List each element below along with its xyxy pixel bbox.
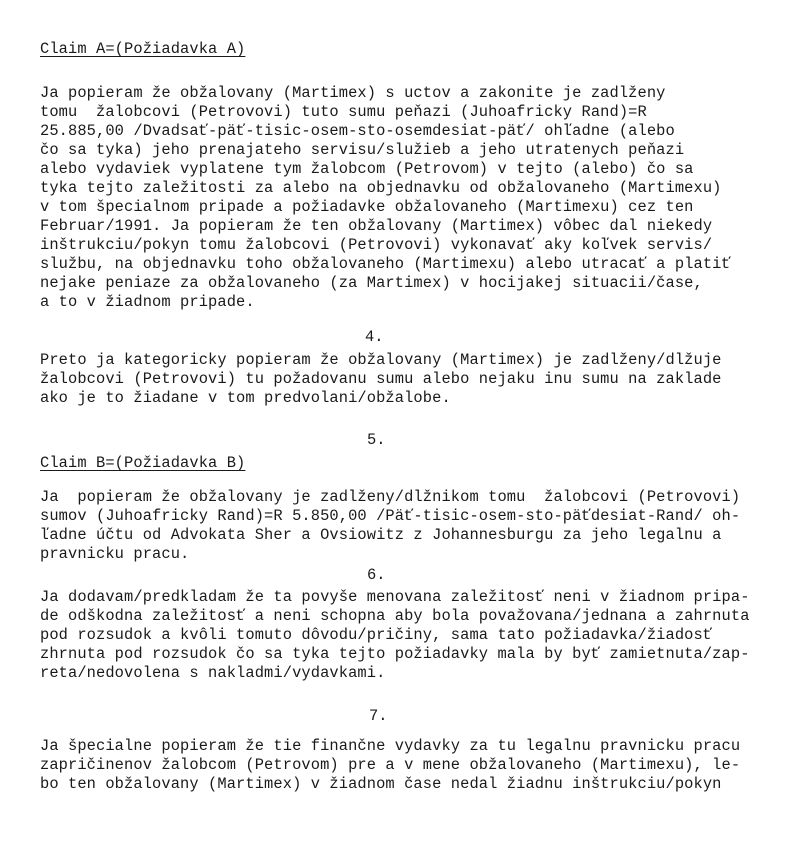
claim-a-line: tyka tejto zaležitosti za alebo na objednavku od obžalovaneho (Martimexu) bbox=[40, 179, 722, 197]
section-5-line: sumov (Juhoafricky Rand)=R 5.850,00 /Päť-tisic-osem-sto-päťdesiat-Rand/ oh- bbox=[40, 507, 741, 525]
claim-a-line: v tom špecialnom pripade a požiadavke obžalovaneho (Martimexu) cez ten bbox=[40, 198, 694, 216]
section-5-line: ľadne účtu od Advokata Sher a Ovsiowitz z Johannesburgu za jeho legalnu a bbox=[40, 526, 722, 544]
section-4-line: žalobcovi (Petrovovi) tu požadovanu sumu alebo nejaku inu sumu na zaklade bbox=[40, 370, 722, 388]
claim-a-line: alebo vydaviek vyplatene tym žalobcom (Petrovom) v tejto (alebo) čo sa bbox=[40, 160, 694, 178]
claim-b-heading: Claim B=(Požiadavka B) bbox=[40, 454, 246, 472]
section-number-6: 6. bbox=[367, 566, 386, 584]
claim-a-line: a to v žiadnom pripade. bbox=[40, 293, 255, 311]
section-7-line: bo ten obžalovany (Martimex) v žiadnom čase nedal žiadnu inštrukciu/pokyn bbox=[40, 775, 722, 793]
section-5-line: Ja popieram že obžalovany je zadlženy/dlžnikom tomu žalobcovi (Petrovovi) bbox=[40, 488, 741, 506]
section-6-line: reta/nedovolena s nakladmi/vydavkami. bbox=[40, 664, 386, 682]
section-7-line: zapričinenov žalobcom (Petrovom) pre a v mene obžalovaneho (Martimexu), le- bbox=[40, 756, 741, 774]
section-5-line: pravnicku pracu. bbox=[40, 545, 190, 563]
section-7-line: Ja špecialne popieram že tie finančne vydavky za tu legalnu pravnicku pracu bbox=[40, 737, 741, 755]
claim-a-line: čo sa tyka) jeho prenajateho servisu/služieb a jeho utratenych peňazi bbox=[40, 141, 685, 159]
claim-a-line: inštrukciu/pokyn tomu žalobcovi (Petrovovi) vykonavať aky koľvek servis/ bbox=[40, 236, 713, 254]
claim-a-line: tomu žalobcovi (Petrovovi) tuto sumu peňazi (Juhoafricky Rand)=R bbox=[40, 103, 647, 121]
section-number-7: 7. bbox=[369, 707, 388, 725]
section-6-line: Ja dodavam/predkladam že ta povyše menovana zaležitosť neni v žiadnom pripa- bbox=[40, 588, 750, 606]
claim-a-line: 25.885,00 /Dvadsať-päť-tisic-osem-sto-osemdesiat-päť/ ohľadne (alebo bbox=[40, 122, 675, 140]
claim-a-heading: Claim A=(Požiadavka A) bbox=[40, 40, 246, 58]
section-4-line: ako je to žiadane v tom predvolani/obžalobe. bbox=[40, 389, 451, 407]
section-number-5: 5. bbox=[367, 431, 386, 449]
section-4-line: Preto ja kategoricky popieram že obžalovany (Martimex) je zadlženy/dlžuje bbox=[40, 351, 722, 369]
claim-a-line: službu, na objednavku toho obžalovaneho (Martimexu) alebo utracať a platiť bbox=[40, 255, 731, 273]
claim-a-line: nejake peniaze za obžalovaneho (za Martimex) v hocijakej situacii/čase, bbox=[40, 274, 703, 292]
section-6-line: zhrnuta pod rozsudok čo sa tyka tejto požiadavky mala by byť zamietnuta/zap- bbox=[40, 645, 750, 663]
claim-a-line: Ja popieram že obžalovany (Martimex) s uctov a zakonite je zadlženy bbox=[40, 84, 666, 102]
section-6-line: de odškodna zaležitosť a neni schopna aby bola považovana/jednana a zahrnuta bbox=[40, 607, 750, 625]
section-number-4: 4. bbox=[365, 328, 384, 346]
claim-a-line: Februar/1991. Ja popieram že ten obžalovany (Martimex) vôbec dal niekedy bbox=[40, 217, 713, 235]
section-6-line: pod rozsudok a kvôli tomuto dôvodu/pričiny, sama tato požiadavka/žiadosť bbox=[40, 626, 713, 644]
